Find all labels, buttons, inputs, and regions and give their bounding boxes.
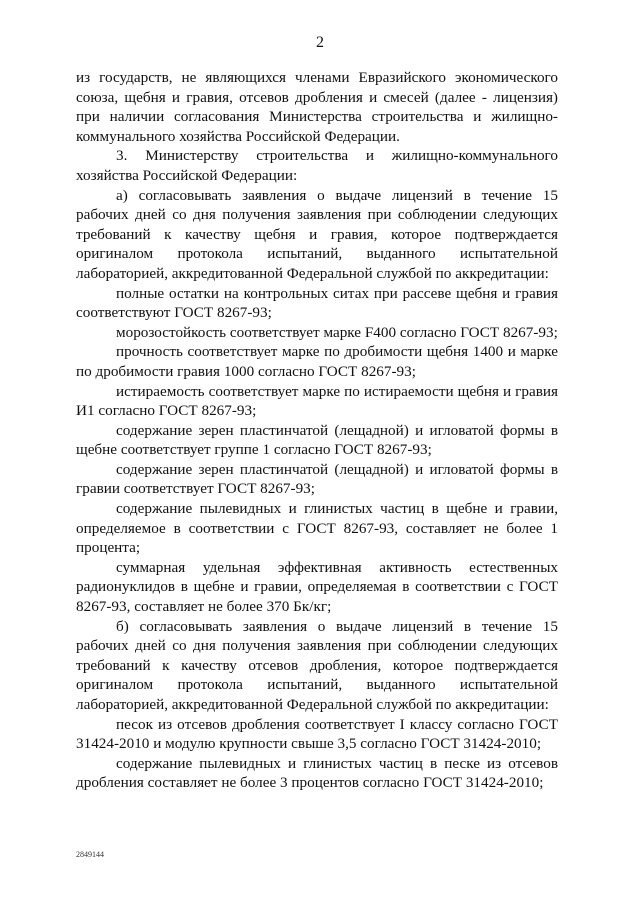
document-code: 2849144 [76,850,104,859]
requirement-sieve-residue: полные остатки на контрольных ситах при рассеве щебня и гравия соответствуют ГОСТ 8267-93; [76,284,558,322]
paragraph-clause-3: 3. Министерству строительства и жилищно-коммунального хозяйства Российской Федерации: [76,147,558,184]
requirement-flaky-grains-crushed-stone: содержание зерен пластинчатой (лещадной) и игловатой формы в щебне соответствует группе 1 согласно ГОСТ 8267-93; [76,421,558,459]
page-number: 2 [316,34,324,51]
requirement-sand-dust-clay: содержание пылевидных и глинистых частиц в песке из отсевов дробления составляет не более 3 процентов согласно ГОСТ 31424-2010; [76,754,558,792]
requirement-radionuclide-activity: суммарная удельная эффективная активность естественных радионуклидов в щебне и гравии, определяемая в соответствии с ГОСТ 8267-93, составляет не более 370 Бк/кг; [76,558,558,616]
paragraph-subclause-b: б) согласовывать заявления о выдаче лицензий в течение 15 рабочих дней со дня получения заявления при соблюдении следующих требований к качеству отсевов дробления, которое подтверждается оригиналом протокола испытаний, выданного испытательной лабораторией, аккредитованной Федеральной службой по аккредитации: [76,617,558,713]
requirement-abrasion: истираемость соответствует марке по истираемости щебня и гравия И1 согласно ГОСТ 8267-93; [76,382,558,420]
paragraph-continuation: из государств, не являющихся членами Евразийского экономического союза, щебня и гравия, отсевов дробления и смесей (далее - лицензия) при наличии согласования Министерства строительства и жилищно-коммунального хозяйства Российской Федерации. [76,69,558,145]
requirement-strength: прочность соответствует марке по дробимости щебня 1400 и марке по дробимости гравия 1000 согласно ГОСТ 8267-93; [76,343,558,380]
requirement-flaky-grains-gravel: содержание зерен пластинчатой (лещадной) и игловатой формы в гравии соответствует ГОСТ 8267-93; [76,460,558,498]
requirement-frost-resistance: морозостойкость соответствует марке F400 согласно ГОСТ 8267-93; [116,323,558,341]
document-body [76,68,558,793]
requirement-sand-class: песок из отсевов дробления соответствует I классу согласно ГОСТ 31424-2010 и модулю крупности свыше 3,5 согласно ГОСТ 31424-2010; [76,715,558,753]
paragraph-subclause-a: а) согласовывать заявления о выдаче лицензий в течение 15 рабочих дней со дня получения заявления при соблюдении следующих требований к качеству щебня и гравия, которое подтверждается оригиналом протокола испытаний, выданного испытательной лабораторией, аккредитованной Федеральной службой по аккредитации: [76,186,558,282]
requirement-dust-clay-particles: содержание пылевидных и глинистых частиц в щебне и гравии, определяемое в соответствии с ГОСТ 8267-93, составляет не более 1 процента; [76,500,558,557]
